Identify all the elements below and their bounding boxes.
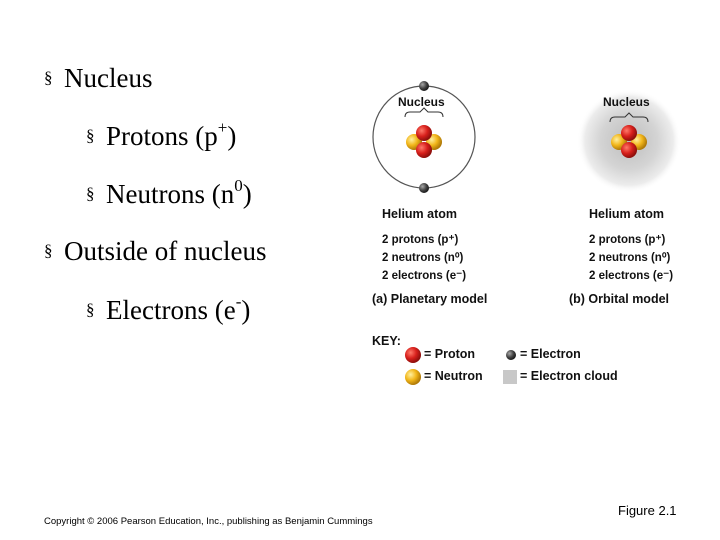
orbital-line-electrons: 2 electrons (e⁻) — [589, 270, 674, 282]
bullet-neutrons-text: Neutrons (n — [106, 179, 235, 209]
bullet-electrons-close: ) — [241, 295, 251, 325]
bullet-marker: § — [86, 126, 95, 145]
electrons-superscript: - — [235, 292, 242, 311]
planetary-caption: (a) Planetary model — [372, 292, 488, 306]
key-neutron-label: = Neutron — [424, 369, 483, 383]
bullet-marker: § — [44, 241, 53, 260]
key-cloud-label: = Electron cloud — [520, 369, 618, 383]
copyright-notice: Copyright © 2006 Pearson Education, Inc., publishing as Benjamin Cummings — [44, 516, 373, 527]
key-proton-swatch — [405, 347, 421, 363]
key-electron-swatch — [506, 350, 516, 360]
key-neutron-swatch — [405, 369, 421, 385]
orbital-nucleus-label: Nucleus — [603, 95, 650, 109]
nucleus-bracket — [405, 108, 443, 117]
electron-top — [419, 81, 429, 91]
orbital-title: Helium atom — [589, 207, 665, 221]
orbital-caption: (b) Orbital model — [569, 292, 669, 306]
key-heading: KEY: — [372, 334, 401, 348]
bullet-marker: § — [44, 68, 53, 87]
key-cloud-swatch — [503, 370, 517, 384]
electron-bottom — [419, 183, 429, 193]
neutrons-superscript: 0 — [234, 176, 243, 195]
planetary-title: Helium atom — [382, 207, 458, 221]
key-electron-label: = Electron — [520, 347, 581, 361]
bullet-electrons-text: Electrons (e — [106, 295, 236, 325]
proton-top — [621, 125, 637, 141]
planetary-nucleus-label: Nucleus — [398, 95, 445, 109]
orbital-line-neutrons: 2 neutrons (n⁰) — [589, 252, 671, 264]
bullet-protons-close: ) — [227, 121, 237, 151]
figure-reference: Figure 2.1 — [618, 503, 677, 518]
proton-bottom — [416, 142, 432, 158]
bullet-nucleus-text: Nucleus — [64, 63, 153, 93]
key-proton-label: = Proton — [424, 347, 476, 361]
bullet-marker: § — [86, 184, 95, 203]
protons-superscript: + — [217, 118, 228, 137]
proton-bottom — [621, 142, 637, 158]
bullet-marker: § — [86, 300, 95, 319]
planetary-line-electrons: 2 electrons (e⁻) — [382, 270, 467, 282]
proton-top — [416, 125, 432, 141]
bullet-neutrons-close: ) — [242, 179, 252, 209]
orbital-line-protons: 2 protons (p⁺) — [589, 234, 666, 246]
bullet-outside-text: Outside of nucleus — [64, 236, 267, 266]
planetary-line-neutrons: 2 neutrons (n⁰) — [382, 252, 464, 264]
planetary-line-protons: 2 protons (p⁺) — [382, 234, 459, 246]
bullet-protons-text: Protons (p — [106, 121, 218, 151]
